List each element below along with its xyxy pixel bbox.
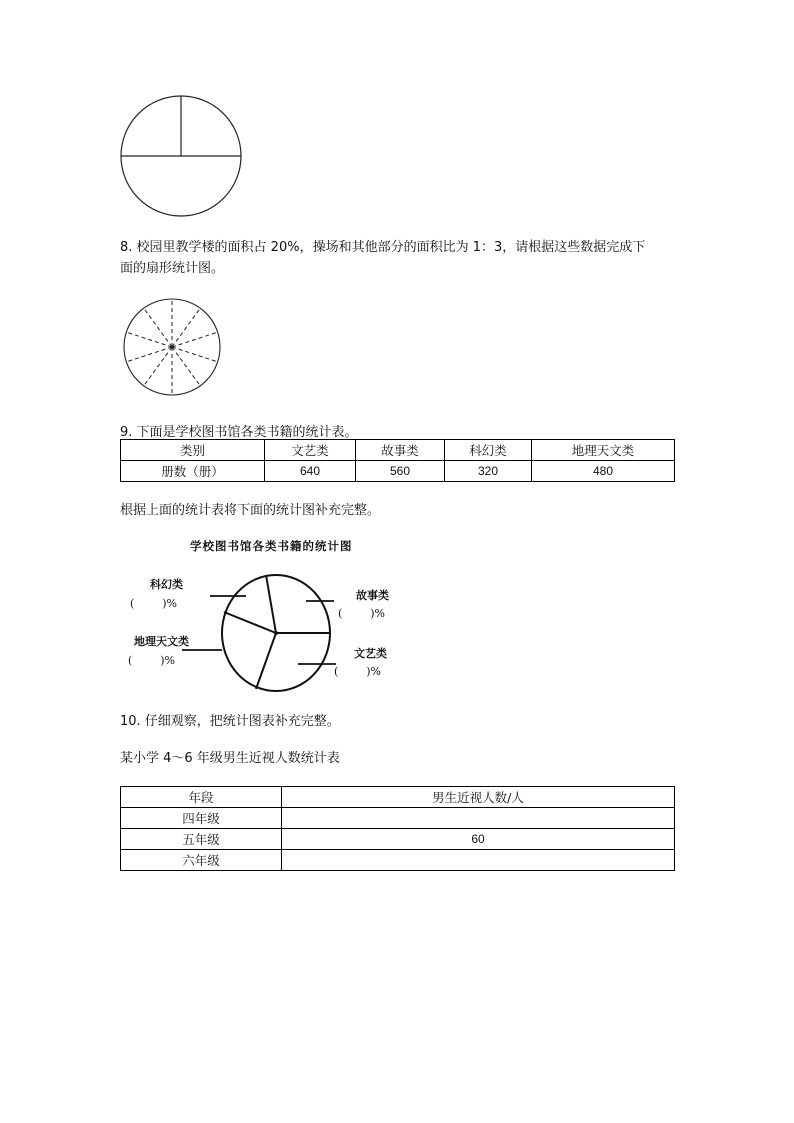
blank-geo: ( )%: [128, 654, 176, 667]
book-table-category: 故事类: [356, 440, 445, 461]
blank-art: ( )%: [334, 665, 382, 678]
dashed-sector-circle-group: [124, 299, 220, 395]
dashed-sector-circle: [124, 299, 220, 395]
book-table-header-label: 类别: [121, 440, 265, 461]
pie-center-dot: [274, 631, 278, 635]
table-row: [121, 829, 675, 850]
table-row: [121, 850, 675, 871]
top-circle-group: [121, 96, 241, 216]
q10-caption: 某小学 4～6 年级男生近视人数统计表: [120, 751, 340, 766]
dashed-sector-center: [171, 346, 174, 349]
q9-instruction: 根据上面的统计表将下面的统计图补充完整。: [120, 503, 381, 518]
book-pie-chart: [182, 575, 336, 691]
top-circle: [121, 96, 241, 216]
label-art: 文艺类: [354, 647, 387, 660]
myopia-value-input[interactable]: [282, 808, 675, 829]
q9-text: 9. 下面是学校图书馆各类书籍的统计表。: [120, 425, 358, 440]
myopia-table-header-row: [121, 787, 675, 808]
book-table-value: 640: [265, 461, 356, 482]
label-scifi: 科幻类: [150, 578, 183, 591]
pie-divider-bottom: [256, 633, 276, 689]
myopia-table-col2: 男生近视人数/人: [282, 787, 675, 808]
q8-text-line2: 面的扇形统计图。: [120, 261, 225, 276]
dashed-radius: [144, 308, 172, 347]
q8-text-line1: 8. 校园里教学楼的面积占 20%，操场和其他部分的面积比为 1：3，请根据这些数据完成下: [120, 240, 646, 255]
pie-divider-top: [266, 575, 276, 633]
myopia-table-col1: 年段: [121, 787, 282, 808]
book-table-category: 文艺类: [265, 440, 356, 461]
myopia-value: 60: [282, 829, 675, 850]
book-pie-outline: [222, 575, 330, 691]
label-story: 故事类: [356, 589, 389, 602]
q10-text: 10. 仔细观察，把统计图表补充完整。: [120, 714, 340, 729]
myopia-table: [120, 786, 675, 871]
blank-scifi: ( )%: [130, 597, 178, 610]
dashed-radius: [172, 332, 218, 347]
dashed-radius: [126, 332, 172, 347]
book-table-value: 320: [445, 461, 532, 482]
book-table-value: 560: [356, 461, 445, 482]
book-chart-title: 学校图书馆各类书籍的统计图: [190, 539, 353, 553]
myopia-value-input[interactable]: [282, 850, 675, 871]
blank-story: ( )%: [338, 607, 386, 620]
dashed-radius: [144, 347, 172, 386]
dashed-radius: [172, 347, 218, 362]
book-table-header-row: [121, 440, 675, 461]
dashed-radii: [126, 299, 217, 395]
myopia-grade: 四年级: [121, 808, 282, 829]
pie-divider-left: [224, 612, 276, 633]
dashed-radius: [172, 308, 200, 347]
myopia-grade: 五年级: [121, 829, 282, 850]
book-table-row-label: 册数（册）: [121, 461, 265, 482]
book-table-category: 科幻类: [445, 440, 532, 461]
myopia-grade: 六年级: [121, 850, 282, 871]
label-geo: 地理天文类: [134, 635, 189, 648]
book-table-value: 480: [532, 461, 675, 482]
dashed-radius: [172, 347, 200, 386]
book-table-category: 地理天文类: [532, 440, 675, 461]
book-table-value-row: [121, 461, 675, 482]
book-stats-table: [120, 439, 675, 482]
dashed-radius: [126, 347, 172, 362]
table-row: [121, 808, 675, 829]
